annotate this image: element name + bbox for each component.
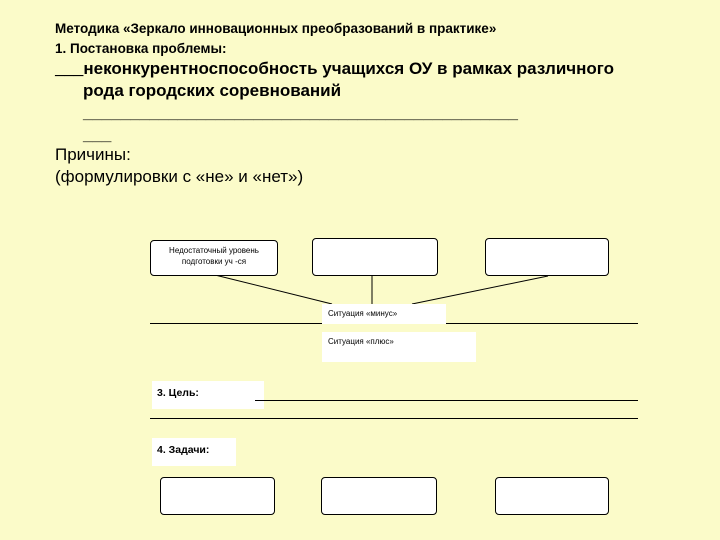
problem-line-2: рода городских соревнований — [83, 81, 342, 100]
problem-statement — [55, 58, 614, 146]
cause-box-1[interactable] — [150, 240, 278, 276]
goal-label: 3. Цель: — [152, 381, 264, 409]
goal-line — [150, 418, 638, 419]
goal-line — [255, 400, 638, 401]
connector-line — [215, 275, 332, 304]
situation-minus-label: Ситуация «минус» — [322, 304, 446, 324]
problem-line-1: неконкурентноспособность учащихся ОУ в рамках различного — [83, 59, 615, 78]
situation-plus-label: Ситуация «плюс» — [322, 332, 476, 362]
problem-heading: 1. Постановка проблемы: — [55, 41, 227, 56]
page-title: Методика «Зеркало инновационных преобразований в практике» — [55, 21, 497, 36]
tasks-label: 4. Задачи: — [152, 438, 236, 466]
cause-box-text — [313, 239, 437, 243]
reasons-note: (формулировки с «не» и «нет») — [55, 167, 304, 186]
problem-prefix: ___ — [55, 59, 84, 78]
cause-box-text — [486, 239, 608, 243]
task-box-text — [322, 478, 436, 482]
cause-box-3[interactable] — [485, 238, 609, 276]
cause-box-2[interactable] — [312, 238, 438, 276]
problem-line-3: ______________________________________________ — [83, 103, 518, 122]
cause-box-text: Недостаточный уровень подготовки уч -ся — [169, 246, 259, 266]
task-box-1[interactable] — [160, 477, 275, 515]
task-box-2[interactable] — [321, 477, 437, 515]
problem-line-4: ___ — [83, 125, 112, 144]
task-box-text — [496, 478, 608, 482]
task-box-text — [161, 478, 274, 482]
task-box-3[interactable] — [495, 477, 609, 515]
connector-line — [412, 276, 548, 304]
reasons-heading: Причины: — [55, 145, 131, 164]
